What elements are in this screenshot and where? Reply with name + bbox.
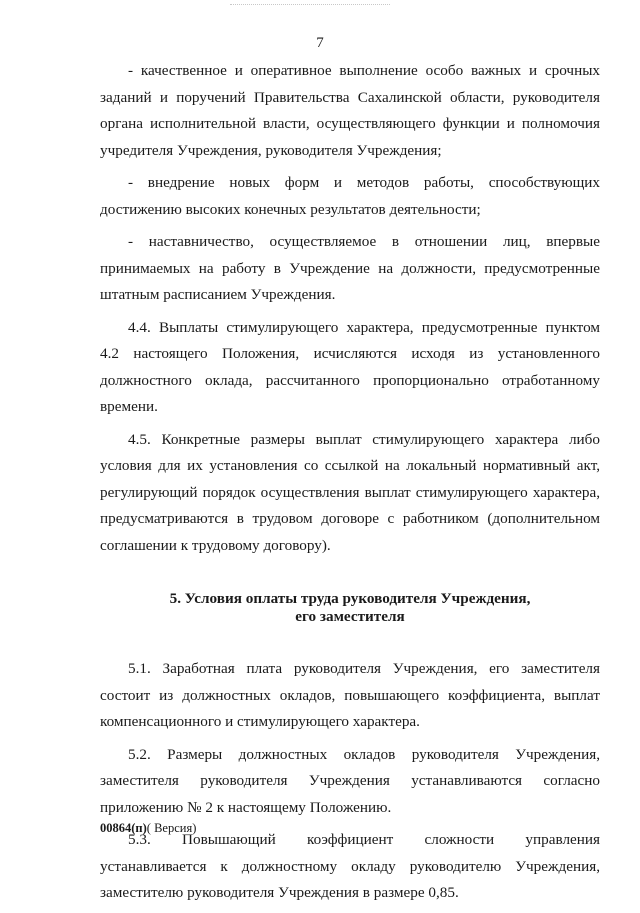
paragraph-bullet-new-methods: - внедрение новых форм и методов работы, способствующих достижению высоких конечных результатов деятельности; [100,174,600,218]
paragraph-4-5: 4.5. Конкретные размеры выплат стимулирующего характера либо условия для их установления со ссылкой на локальный нормативный акт, регулирующий порядок осуществления выплат стимулирующего характера, предусматриваются в трудовом договоре с работником (дополнительном соглашении к трудовому договору). [100,430,600,554]
scan-artifact [230,4,390,6]
paragraph-bullet-urgent-tasks: - качественное и оперативное выполнение особо важных и срочных заданий и поручений Правительства Сахалинской области, руководителя органа исполнительной власти, осуществляющего функции и полномочия учредителя Учреждения, руководителя Учреждения; [100,62,600,159]
page-number: 7 [316,35,324,51]
section-title-line-1: 5. Условия оплаты труда руководителя Учреждения, [169,590,531,607]
section-5-heading [100,590,600,626]
document-code: 00864(п) [100,821,147,835]
paragraph-5-3: 5.3. Повышающий коэффициент сложности управления устанавливается к должностному окладу руководителю Учреждения, заместителю руководителя Учреждения в размере 0,85. [100,831,600,901]
paragraph-4-4: 4.4. Выплаты стимулирующего характера, предусмотренные пунктом 4.2 настоящего Положения, исчисляются исходя из установленного должностного оклада, рассчитанного пропорционально отработанному времени. [100,318,600,415]
document-footer [100,820,196,836]
document-body [100,58,600,913]
section-title-line-2: его заместителя [295,608,405,625]
paragraph-5-2: 5.2. Размеры должностных окладов руководителя Учреждения, заместителя руководителя Учреждения устанавливаются согласно приложению № 2 к настоящему Положению. [100,745,600,816]
document-version: ( Версия) [146,821,197,835]
paragraph-bullet-mentoring: - наставничество, осуществляемое в отношении лиц, впервые принимаемых на работу в Учреждение на должности, предусмотренные штатным расписанием Учреждения. [100,233,600,303]
paragraph-5-1: 5.1. Заработная плата руководителя Учреждения, его заместителя состоит из должностных окладов, повышающего коэффициента, выплат компенсационного и стимулирующего характера. [100,660,600,730]
